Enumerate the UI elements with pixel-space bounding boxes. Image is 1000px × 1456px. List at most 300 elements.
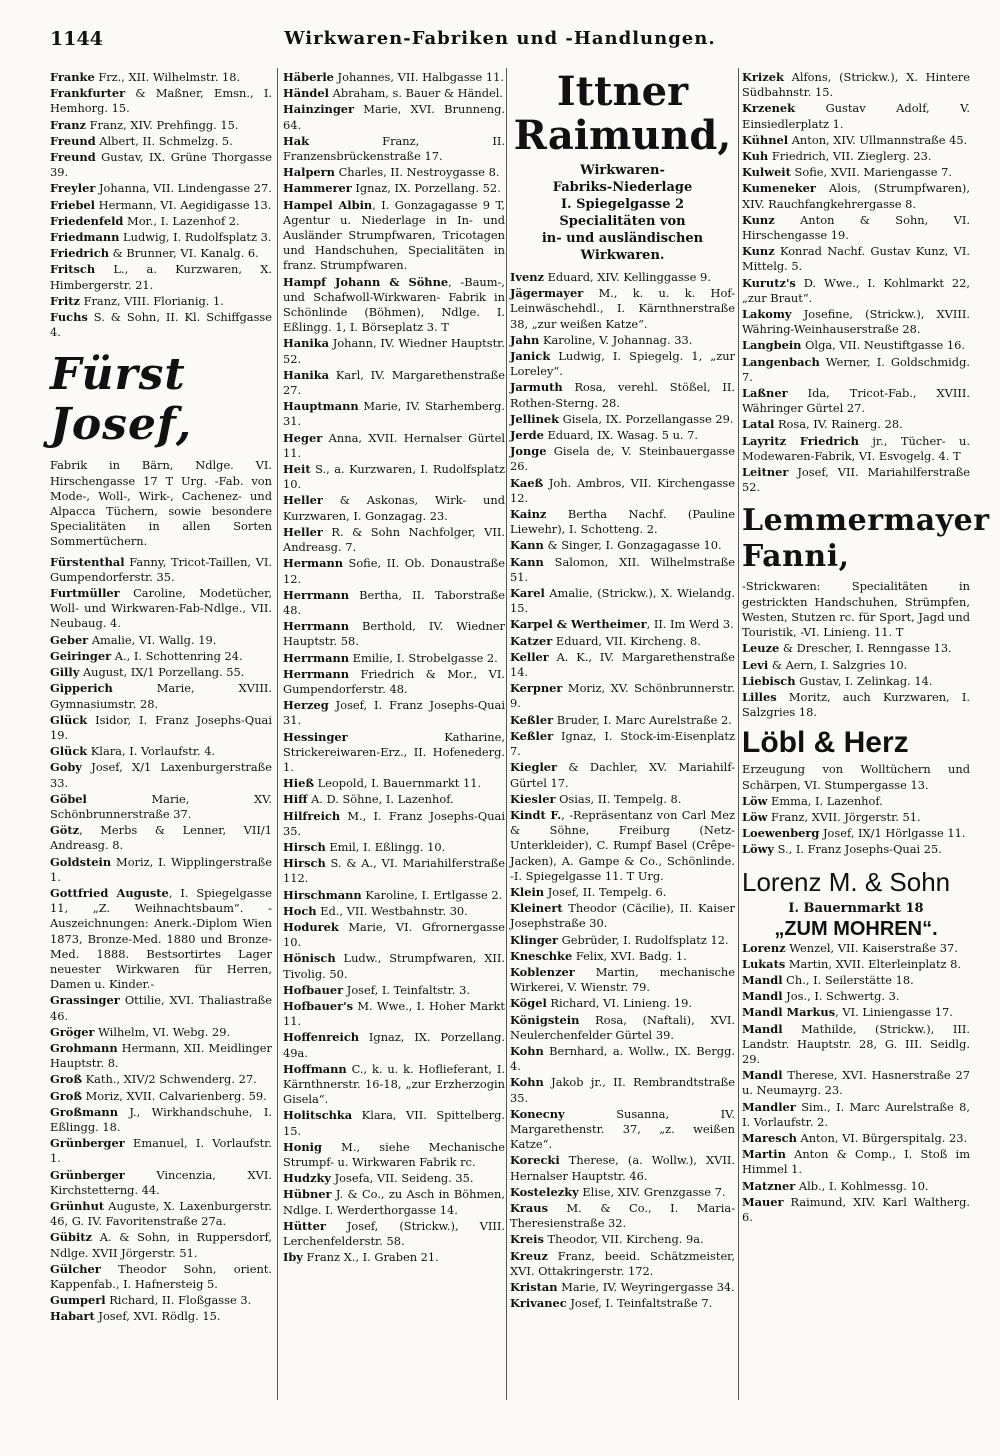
entry-details: Bernhard, a. Wollw., IX. Bergg. 4.	[510, 1043, 735, 1074]
directory-entry	[742, 842, 970, 857]
entry-details: Sofie, XVII. Mariengasse 7.	[790, 165, 952, 180]
entry-details: Johanna, VII. Lindengasse 27.	[95, 181, 272, 196]
entry-name: Mauer	[742, 1194, 784, 1209]
entry-name: Mandl	[742, 1068, 783, 1083]
entry-name: Ivenz	[510, 270, 544, 284]
directory-entry	[510, 792, 735, 807]
column-4	[742, 70, 990, 1226]
entry-name: Hessinger	[283, 729, 348, 744]
entry-details: Rosa, (Naftali), XVI. Neulerchenfelder Gürtel 39.	[510, 1012, 735, 1042]
entry-details: Marie, XVI. Brunneng. 64.	[283, 102, 505, 132]
directory-entry	[50, 150, 272, 180]
directory-entry	[50, 1089, 272, 1104]
entry-name: Hübner	[283, 1187, 332, 1202]
entry-details: Marie, XV. Schönbrunnerstraße 37.	[50, 791, 272, 821]
entry-name: Gülcher	[50, 1261, 101, 1276]
directory-entry	[283, 198, 505, 274]
directory-entry	[510, 1185, 735, 1200]
entry-details: Karoline, I. Ertlgasse 2.	[361, 887, 503, 902]
entry-details: Therese, XVI. Hasnerstraße 27 u. Neumayrg. 23.	[742, 1068, 970, 1098]
directory-entry	[510, 444, 735, 474]
directory-entry	[742, 181, 970, 211]
entry-details: Johannes, VII. Halbgasse 11.	[333, 70, 504, 84]
directory-entry	[50, 886, 272, 992]
entry-name: Kneschke	[510, 948, 573, 963]
entry-name: Kann	[510, 554, 544, 569]
entry-details: Jakob jr., II. Rembrandtstraße 35.	[510, 1075, 735, 1105]
entry-name: Heller	[283, 524, 323, 539]
directory-entry	[510, 507, 735, 537]
directory-entry	[510, 412, 735, 427]
entry-details: Felix, XVI. Badg. 1.	[572, 948, 687, 963]
entry-details: Karl, IV. Margarethenstraße 27.	[283, 367, 505, 398]
entry-name: Leuze	[742, 641, 780, 656]
entry-details: S., a. Kurzwaren, I. Rudolfsplatz 10.	[283, 462, 505, 492]
entry-details: Josef, I. Franz Josephs-Quai 31.	[283, 698, 505, 728]
directory-entry	[283, 1187, 505, 1217]
directory-entry	[510, 380, 735, 410]
entry-details: Josef, I. Teinfaltstr. 3.	[343, 982, 470, 997]
entry-name: Hirsch	[283, 856, 326, 871]
entry-details: M., k. u. k. Hof-Leinwäschehdl., I. Kärnthnerstraße 38, „zur weißen Katze“.	[510, 286, 735, 331]
directory-entry	[50, 1041, 272, 1071]
directory-entry	[510, 965, 735, 995]
entry-details: Werner, I. Goldschmidg. 7.	[742, 354, 970, 384]
directory-entry	[510, 286, 735, 332]
entry-name: Janick	[510, 349, 551, 364]
directory-entry	[283, 165, 505, 180]
ad-ittner-name: Ittner Raimund,	[513, 68, 732, 159]
entry-details: Franz, VIII. Florianig. 1.	[79, 293, 224, 308]
entry-name: Königstein	[510, 1012, 580, 1027]
entry-name: Goldstein	[50, 854, 112, 869]
entry-details: Joh. Ambros, VII. Kirchengasse 12.	[510, 475, 735, 505]
directory-entry	[283, 920, 505, 950]
entry-details: J. & Co., zu Asch in Böhmen, Ndlge. I. Werderthorgasse 14.	[283, 1187, 505, 1217]
entry-details: Josefa, VII. Seideng. 35.	[331, 1171, 474, 1186]
entry-details: Eduard, VII. Kircheng. 8.	[552, 633, 701, 648]
entry-details: Gisela de, V. Steinbauergasse 26.	[510, 444, 735, 474]
entry-details: Anna, XVII. Hernalser Gürtel 11.	[283, 430, 505, 460]
entry-details: Frz., XII. Wilhelmstr. 18.	[94, 70, 241, 84]
directory-entry	[510, 808, 735, 884]
entry-details: Fanny, Tricot-Taillen, VI. Gumpendorferstr. 35.	[50, 554, 272, 584]
entry-name: Levi	[742, 657, 769, 672]
entry-name: Mandl Markus	[742, 1005, 836, 1020]
entry-details: A. D. Söhne, I. Lazenhof.	[307, 792, 454, 807]
entry-name: Furtmüller	[50, 586, 120, 601]
entry-name: Mandl	[742, 972, 783, 987]
entry-details: Ludwig, I. Spiegelg. 1, „zur Loreley“.	[510, 349, 735, 379]
entry-details: Amalie, (Strickw.), X. Wielandg. 15.	[510, 586, 735, 616]
entry-name: Lukats	[742, 956, 786, 971]
column-3	[510, 70, 735, 1312]
directory-entry	[283, 776, 505, 791]
entry-name: Kostelezky	[510, 1184, 579, 1199]
directory-entry	[50, 1105, 272, 1135]
entry-name: Kainz	[510, 507, 547, 522]
directory-entry	[50, 993, 272, 1023]
entry-name: Hudzky	[283, 1171, 331, 1186]
entry-details: & Singer, I. Gonzagagasse 10.	[543, 538, 722, 553]
entry-name: Friedenfeld	[50, 213, 124, 228]
entry-details: , I. Gonzagagasse 9 T, Agentur u. Niederlage in In- und Ausländer Strumpfwaren, Tricotagen und Handschuhen, Specialitäten in franz. Strumpfwaren.	[283, 197, 505, 273]
directory-entry	[50, 230, 272, 245]
entry-name: Maresch	[742, 1130, 797, 1145]
directory-entry	[742, 465, 970, 495]
directory-entry	[283, 1171, 505, 1186]
directory-entry	[283, 1140, 505, 1170]
directory-entry	[742, 434, 970, 464]
ad-lemmermayer-text: -Strickwaren: Specialitäten in gestrickten Handschuhen, Strümpfen, Westen, Stutzen rc. für Sport, Jagd und Touristik, -VI. Linieng. 11. T	[742, 579, 970, 640]
directory-entry	[50, 1309, 272, 1324]
ad-lorenz-shop: „ZUM MOHREN“.	[774, 917, 938, 940]
entry-name: Gröger	[50, 1024, 95, 1039]
directory-entry	[283, 904, 505, 919]
entry-name: Iby	[283, 1250, 303, 1265]
entry-details: & Brunner, VI. Kanalg. 6.	[108, 246, 259, 261]
entry-name: Lilles	[742, 689, 777, 704]
directory-entry	[50, 70, 272, 85]
entry-name: Karpel & Wertheimer	[510, 617, 647, 632]
directory-entry	[50, 855, 272, 885]
directory-entry	[50, 555, 272, 585]
entry-name: Hofbauer's	[283, 998, 354, 1013]
entry-details: , VI. Liniengasse 17.	[835, 1005, 953, 1020]
directory-entry	[50, 649, 272, 664]
directory-entry	[742, 658, 970, 673]
entry-name: Heit	[283, 462, 311, 477]
entry-details: Amalie, VI. Wallg. 19.	[88, 632, 217, 647]
directory-entry	[742, 1147, 970, 1177]
entry-name: Kunz	[742, 244, 775, 259]
entry-details: S. & A., VI. Mariahilferstraße 112.	[283, 856, 505, 886]
directory-entry	[283, 102, 505, 132]
ad-loebl-text: Erzeugung von Wolltüchern und Schärpen, VI. Stumpergasse 13.	[742, 762, 970, 792]
entry-details: Ignaz, IX. Porzellang. 52.	[351, 181, 501, 196]
entry-details: Mathilde, (Strickw.), III. Landstr. Hauptstr. 28, G. III. Seidlg. 29.	[742, 1021, 970, 1066]
entry-name: Liebisch	[742, 673, 796, 688]
entry-details: Konrad Nachf. Gustav Kunz, VI. Mittelg. 5.	[742, 244, 970, 274]
directory-entry	[283, 275, 505, 336]
entry-name: Keßler	[510, 712, 554, 727]
directory-entry	[510, 650, 735, 680]
entry-name: Hofbauer	[283, 982, 344, 997]
entry-name: Langbein	[742, 338, 802, 353]
entry-details: Hermann, XII. Meidlinger Hauptstr. 8.	[50, 1040, 272, 1071]
directory-entry	[50, 1168, 272, 1198]
entry-details: , II. Im Werd 3.	[646, 617, 734, 632]
entry-name: Glück	[50, 712, 88, 727]
entry-details: Therese, (a. Wollw.), XVII. Hernalser Hauptstr. 46.	[510, 1153, 735, 1183]
column-rule	[506, 68, 507, 1400]
entry-name: Leitner	[742, 465, 789, 480]
entry-details: S. & Sohn, II. Kl. Schiffgasse 4.	[50, 310, 272, 340]
directory-entry	[742, 941, 970, 956]
ad-fuerst-text: Fabrik in Bärn, Ndlge. VI. Hirschengasse 17 T Urg. -Fab. von Mode-, Woll-, Wirk-, Cachenez- und Alpacca Tüchern, sowie besondere Specialitäten in allen Sorten Sommertüchern.	[50, 458, 272, 549]
ad-lemmermayer-name: Lemmermayer Fanni,	[742, 503, 990, 575]
entry-details: Abraham, s. Bauer & Händel.	[328, 86, 504, 101]
directory-entry	[50, 310, 272, 340]
entry-details: M., siehe Mechanische Strumpf- u. Wirkwaren Fabrik rc.	[283, 1139, 505, 1170]
directory-entry	[50, 86, 272, 116]
entry-name: Hanika	[283, 367, 330, 382]
directory-entry	[742, 386, 970, 416]
entry-details: Josef, (Strickw.), VIII. Lerchenfelderstr. 58.	[283, 1218, 505, 1249]
entry-name: Hammerer	[283, 181, 352, 196]
directory-entry	[510, 1044, 735, 1074]
directory-entry	[510, 1232, 735, 1247]
entry-name: Jarmuth	[510, 380, 563, 395]
entry-name: Kerpner	[510, 681, 563, 696]
entry-details: & Askonas, Wirk- und Kurzwaren, I. Gonzagag. 23.	[283, 493, 505, 523]
entry-details: Bertha, II. Taborstraße 48.	[283, 587, 505, 617]
entry-details: Franz, II. Franzensbrückenstraße 17.	[283, 133, 505, 164]
directory-entry	[283, 588, 505, 618]
entry-details: Klara, VII. Spittelberg. 15.	[283, 1108, 505, 1138]
directory-entry	[283, 431, 505, 461]
entry-name: Loewenberg	[742, 826, 820, 841]
entry-name: Friedmann	[50, 230, 120, 245]
entry-name: Jägermayer	[510, 286, 584, 301]
directory-entry	[283, 1219, 505, 1249]
entry-name: Grassinger	[50, 993, 120, 1008]
column-rule	[277, 68, 278, 1400]
entry-details: A. & Sohn, in Ruppersdorf, Ndlge. XVII Jörgerstr. 51.	[50, 1230, 272, 1260]
entry-details: Raimund, XIV. Karl Waltherg. 6.	[742, 1194, 970, 1224]
entry-name: Halpern	[283, 165, 335, 180]
entry-name: Langenbach	[742, 354, 820, 369]
entry-details: Marie, IV. Starhemberg. 31.	[283, 399, 505, 429]
directory-entry	[510, 901, 735, 931]
directory-entry	[283, 556, 505, 586]
directory-entry	[50, 1025, 272, 1040]
entry-details: Johann, IV. Wiedner Hauptstr. 52.	[283, 336, 505, 366]
entry-name: Herrmann	[283, 650, 350, 665]
directory-entry	[283, 134, 505, 164]
entry-name: Katzer	[510, 633, 553, 648]
directory-entry	[742, 149, 970, 164]
entry-details: Sim., I. Marc Aurelstraße 8, I. Vorlaufstr. 2.	[742, 1099, 970, 1129]
entry-name: Grünberger	[50, 1136, 125, 1151]
entry-details: Ludwig, I. Rudolfsplatz 3.	[119, 230, 272, 245]
directory-entry	[742, 1100, 970, 1130]
entry-name: Kurutz's	[742, 275, 796, 290]
directory-entry	[50, 713, 272, 743]
directory-entry	[742, 165, 970, 180]
entry-name: Herrmann	[283, 619, 350, 634]
directory-entry	[283, 181, 505, 196]
entry-name: Löw	[742, 793, 768, 808]
ad-ittner-line: Specialitäten von	[559, 214, 686, 229]
entry-name: Keller	[510, 649, 549, 664]
entry-name: Mandler	[742, 1099, 796, 1114]
entry-name: Lorenz	[742, 940, 786, 955]
entry-details: Franz, beeid. Schätzmeister, XVI. Ottakringerstr. 172.	[510, 1248, 735, 1278]
entry-details: Susanna, IV. Margarethenstr. 37, „z. weißen Katze“.	[510, 1106, 735, 1152]
entry-details: Ignaz, IX. Porzellang. 49a.	[283, 1030, 505, 1060]
directory-entry	[742, 417, 970, 432]
directory-entry	[510, 949, 735, 964]
directory-entry	[510, 1296, 735, 1311]
directory-entry	[283, 399, 505, 429]
entry-details: Ed., VII. Westbahnstr. 30.	[316, 903, 468, 918]
directory-entry	[742, 1005, 970, 1020]
ad-loebl-name: Löbl & Herz	[742, 726, 909, 760]
entry-name: Habart	[50, 1309, 95, 1324]
entry-name: Korecki	[510, 1153, 560, 1168]
entry-details: Friedrich & Mor., VI. Gumpendorferstr. 48.	[283, 666, 505, 696]
entry-details: Gustav Adolf, V. Einsiedlerplatz 1.	[742, 101, 970, 131]
entry-name: Gilly	[50, 665, 80, 680]
directory-entry	[283, 651, 505, 666]
entry-details: Friedrich, VII. Zieglerg. 23.	[768, 149, 932, 164]
directory-entry	[50, 744, 272, 759]
entry-details: C., k. u. k. Hoflieferant, I. Kärnthnerstr. 16-18, „zur Erzherzogin Gisela“.	[283, 1061, 505, 1107]
entry-name: Honig	[283, 1139, 322, 1154]
directory-entry	[510, 729, 735, 759]
directory-entry	[510, 996, 735, 1011]
directory-entry	[50, 246, 272, 261]
directory-entry	[283, 619, 505, 649]
entry-details: Franz, XVII. Jörgerstr. 51.	[767, 809, 921, 824]
ad-lorenz-line: I. Bauernmarkt 18	[788, 900, 924, 916]
entry-details: Anton, XIV. Ullmannstraße 45.	[788, 132, 968, 147]
entry-details: Alb., I. Kohlmessg. 10.	[795, 1178, 929, 1193]
entry-details: Gebrüder, I. Rudolfsplatz 12.	[558, 932, 729, 947]
entry-details: Josef, I. Teinfaltstraße 7.	[566, 1296, 713, 1311]
entry-name: Freyler	[50, 181, 96, 196]
directory-entry	[742, 213, 970, 243]
entry-name: Fritz	[50, 293, 80, 308]
directory-entry	[283, 1030, 505, 1060]
entry-name: Klinger	[510, 932, 559, 947]
directory-entry	[283, 792, 505, 807]
entry-details: J., Wirkhandschuhe, I. Eßlingg. 18.	[50, 1104, 272, 1134]
column-rule	[738, 68, 739, 1400]
entry-details: Isidor, I. Franz Josephs-Quai 19.	[50, 712, 272, 742]
directory-entry	[510, 1280, 735, 1295]
directory-entry	[510, 1153, 735, 1183]
directory-entry	[50, 198, 272, 213]
entry-name: Grünberger	[50, 1167, 125, 1182]
entry-name: Franz	[50, 117, 87, 132]
directory-entry	[283, 86, 505, 101]
directory-entry	[50, 214, 272, 229]
entry-name: Kögel	[510, 996, 547, 1011]
entry-details: Josef, II. Tempelg. 6.	[544, 884, 667, 899]
entry-details: Karoline, V. Johannag. 33.	[539, 332, 693, 347]
directory-entry	[283, 730, 505, 776]
column-1	[50, 70, 272, 1326]
directory-entry	[283, 856, 505, 886]
entry-details: Emanuel, I. Vorlaufstr. 1.	[50, 1136, 272, 1166]
directory-entry	[283, 809, 505, 839]
entry-name: Matzner	[742, 1178, 796, 1193]
directory-entry	[510, 1201, 735, 1231]
directory-entry	[510, 681, 735, 711]
ad-lorenz-name: Lorenz M. & Sohn	[742, 866, 951, 897]
entry-details: , -Repräsentanz von Carl Mez & Söhne, Freiburg (Netz-Unterkleider), C. Rumpf Basel (Crêpe-Jacken), A. Gampe & Co., Schönlinde. -I. Spiegelgasse 11. T Urg.	[510, 807, 735, 883]
entry-name: Holitschka	[283, 1108, 353, 1123]
entry-details: Moriz, XVII. Calvarienberg. 59.	[81, 1088, 267, 1103]
directory-entry	[510, 270, 735, 285]
directory-entry	[742, 674, 970, 689]
entry-name: Karel	[510, 586, 545, 601]
directory-entry	[283, 888, 505, 903]
entry-name: Hoch	[283, 903, 317, 918]
entry-details: Ottilie, XVI. Thaliastraße 46.	[50, 993, 272, 1023]
entry-name: Grohmann	[50, 1040, 118, 1055]
entry-details: Salomon, XII. Wilhelmstraße 51.	[510, 554, 735, 584]
entry-name: Franke	[50, 70, 95, 84]
entry-details: Kath., XIV/2 Schwenderg. 27.	[81, 1072, 257, 1087]
entry-details: Eduard, XIV. Kellinggasse 9.	[543, 270, 711, 284]
entry-name: Löwy	[742, 842, 775, 857]
entry-details: Richard, II. Floßgasse 3.	[105, 1293, 252, 1308]
entry-name: Hodurek	[283, 919, 339, 934]
directory-entry	[742, 355, 970, 385]
entry-name: Gübitz	[50, 1230, 93, 1245]
entry-details: Wilhelm, VI. Webg. 29.	[94, 1024, 231, 1039]
directory-entry	[283, 336, 505, 366]
entry-name: Klein	[510, 884, 545, 899]
entry-details: R. & Sohn Nachfolger, VII. Andreasg. 7.	[283, 524, 505, 555]
directory-entry	[50, 665, 272, 680]
directory-entry	[742, 1068, 970, 1098]
entry-name: Hirschmann	[283, 887, 362, 902]
entry-details: Josef, IX/1 Hörlgasse 11.	[819, 826, 966, 841]
entry-details: Theodor Sohn, orient. Kappenfab., I. Hafnersteig 5.	[50, 1261, 272, 1292]
entry-name: Goby	[50, 760, 82, 775]
entry-details: Anton & Sohn, VI. Hirschengasse 19.	[742, 212, 970, 243]
directory-entry	[510, 1107, 735, 1153]
directory-entry	[283, 840, 505, 855]
entry-name: Jellinek	[510, 411, 560, 426]
entry-name: Kumeneker	[742, 181, 816, 196]
directory-entry	[510, 349, 735, 379]
entry-name: Kaeß	[510, 475, 544, 490]
entry-details: M., I. Franz Josephs-Quai 35.	[283, 808, 505, 838]
directory-entry	[742, 307, 970, 337]
entry-details: Josef, X/1 Laxenburgerstraße 33.	[50, 760, 272, 790]
entry-details: L., a. Kurzwaren, X. Himbergerstr. 21.	[50, 262, 272, 292]
column-2	[283, 70, 505, 1266]
entry-name: Freund	[50, 150, 96, 165]
directory-entry	[50, 1199, 272, 1229]
directory-entry	[742, 973, 970, 988]
entry-details: Franz X., I. Graben 21.	[302, 1250, 439, 1265]
entry-details: Ida, Tricot-Fab., XVIII. Währinger Gürtel 27.	[742, 386, 970, 416]
entry-name: Hampf Johann & Söhne	[283, 274, 449, 289]
directory-entry	[510, 1249, 735, 1279]
directory-entry	[742, 338, 970, 353]
entry-details: Martin, mechanische Wirkerei, V. Wienstr. 79.	[510, 964, 735, 995]
entry-details: , I. Spiegelgasse 11, „Z. Weihnachtsbaum“. -Auszeichnungen: Anerk.-Diplom Wien 1873, Bronze-Med. 1880 und Bronze-Med. 1888. Bestsortirtes Lager neuester Wirkwaren für Herren, Damen u. Kinder.-	[50, 885, 272, 992]
entry-details: M. Wwe., I. Hoher Markt 11.	[283, 998, 505, 1029]
ad-fuerst-name: Fürst Josef,	[50, 349, 193, 451]
entry-name: Kiegler	[510, 760, 558, 775]
directory-entry	[50, 181, 272, 196]
ad-ittner-line: I. Spiegelgasse 2	[560, 197, 685, 212]
entry-details: Alfons, (Strickw.), X. Hintere Südbahnstr. 15.	[742, 70, 970, 100]
entry-name: Martin	[742, 1147, 786, 1162]
entry-name: Kiesler	[510, 791, 556, 806]
entry-name: Herzeg	[283, 698, 329, 713]
entry-name: Herrmann	[283, 666, 350, 681]
entry-name: Hoffmann	[283, 1061, 347, 1076]
directory-entry	[510, 634, 735, 649]
